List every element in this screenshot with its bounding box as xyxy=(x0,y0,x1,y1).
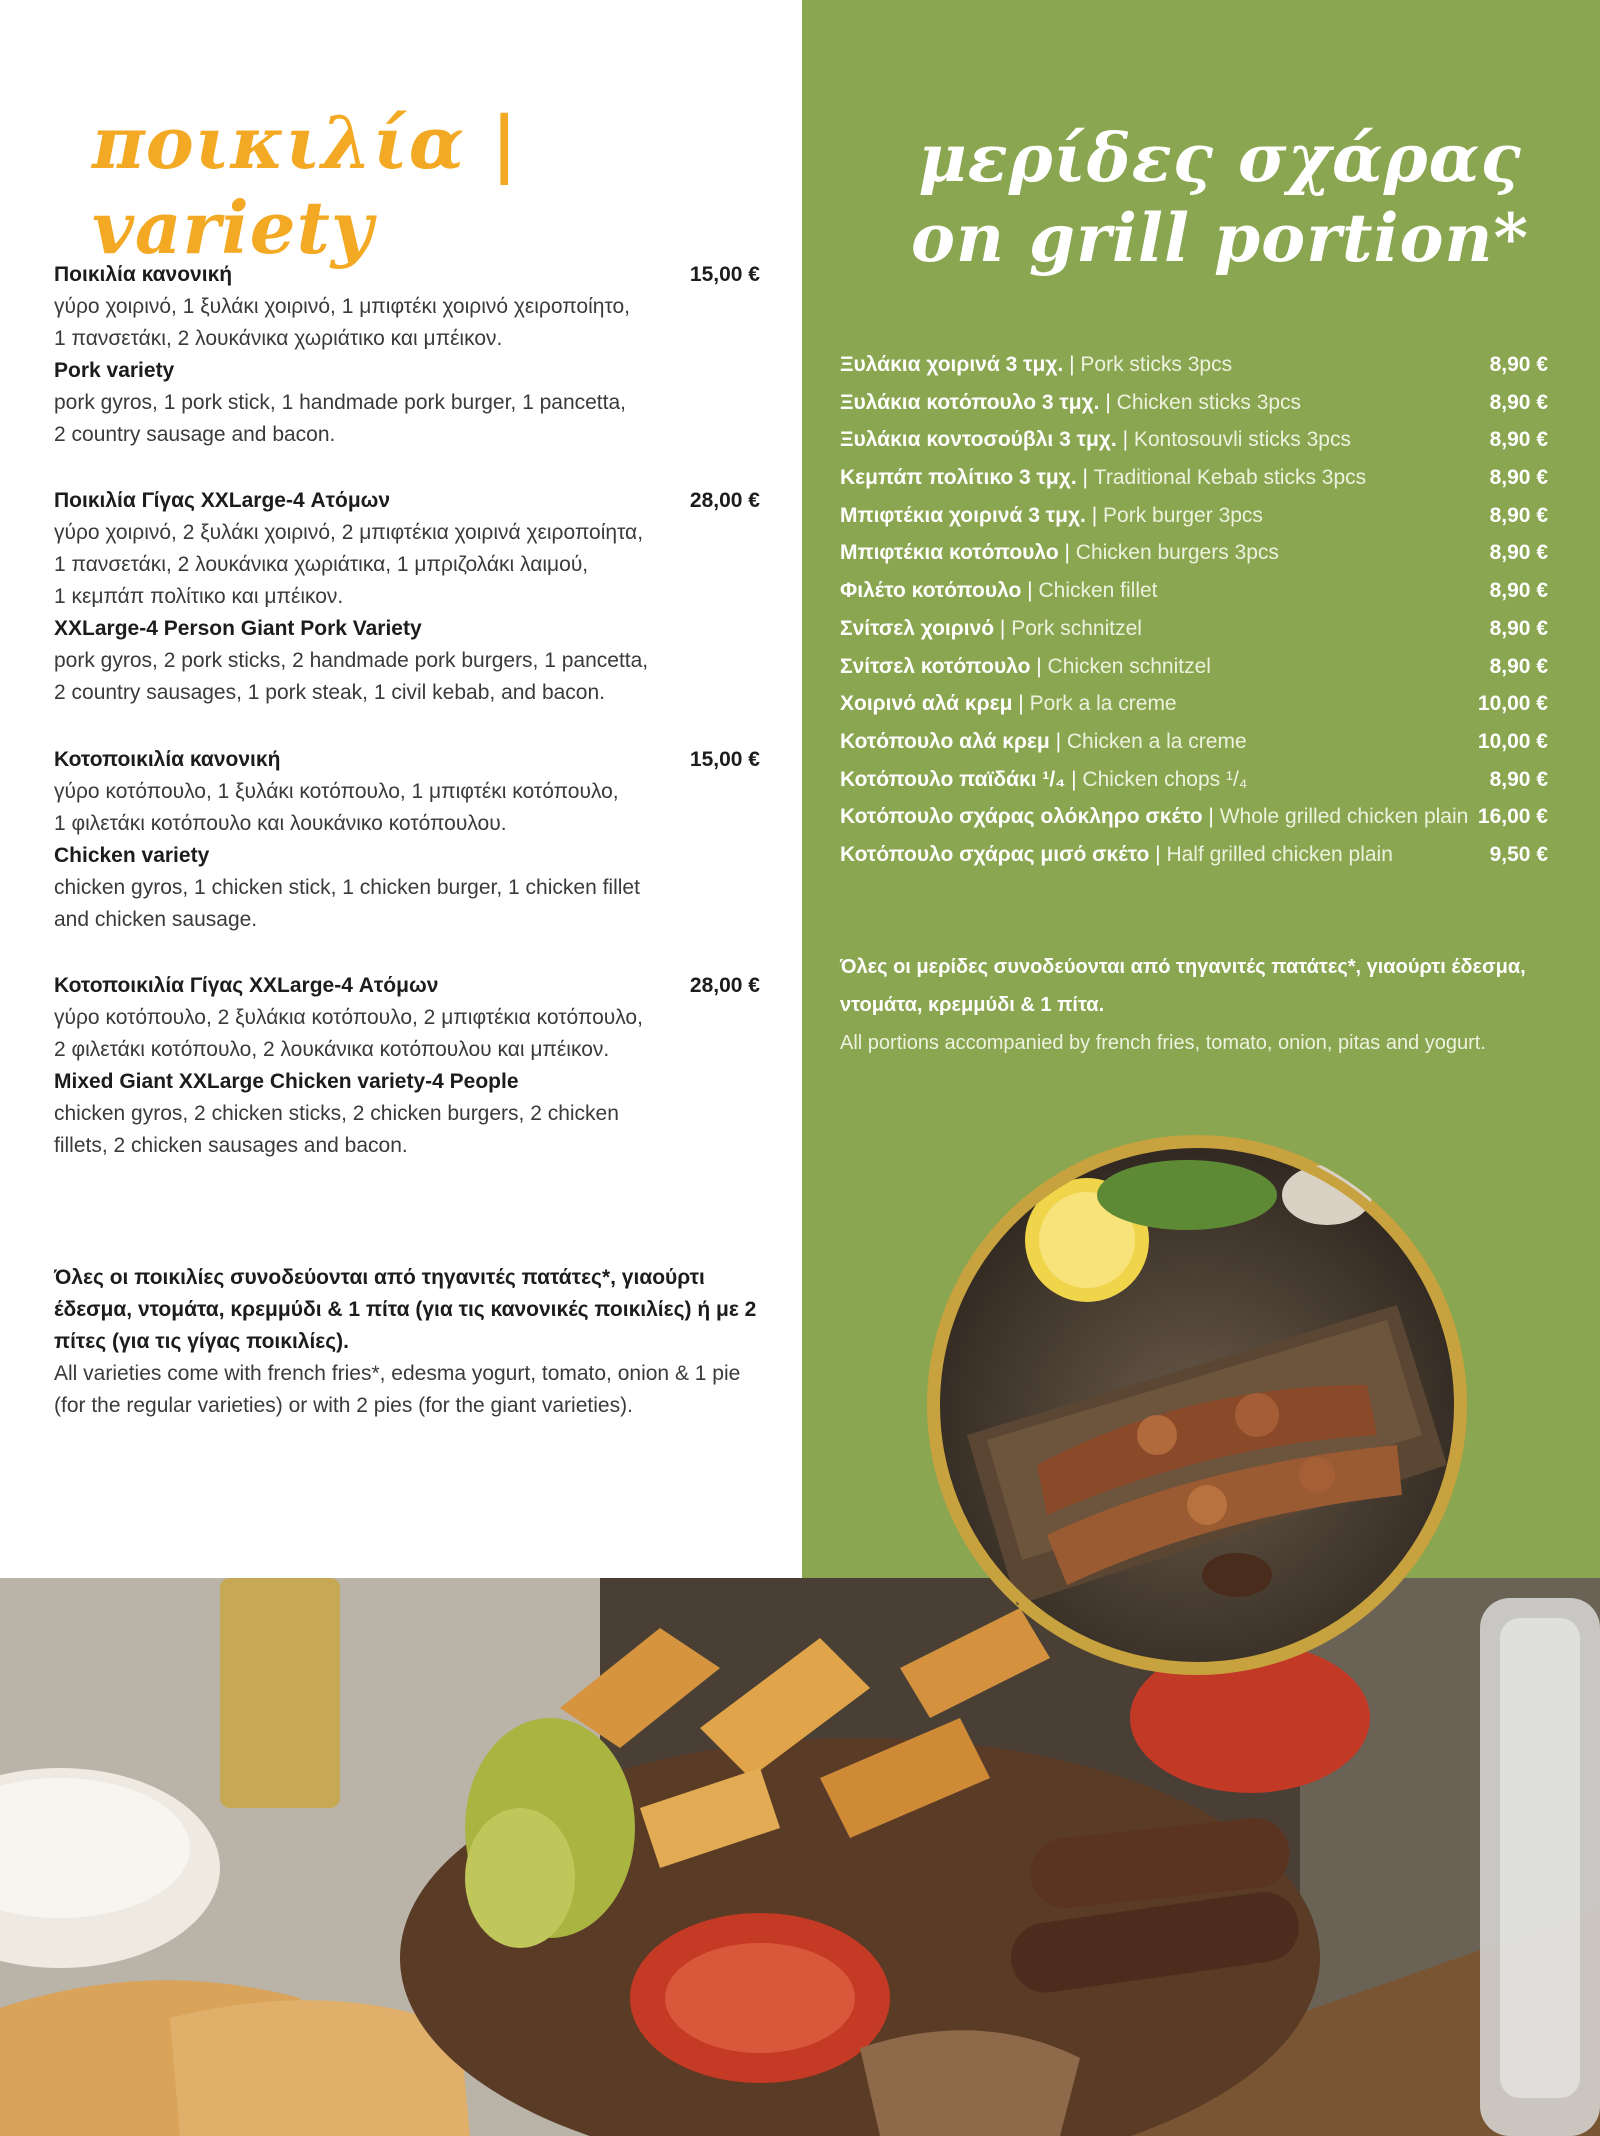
variety-item-title-en: XXLarge-4 Person Giant Pork Variety xyxy=(54,617,422,640)
grill-item xyxy=(840,610,1548,648)
grill-item xyxy=(840,459,1548,497)
grill-item-price: 8,90 € xyxy=(1489,616,1548,640)
grill-item-separator: | xyxy=(1012,692,1030,716)
grill-item-price: 10,00 € xyxy=(1477,729,1548,753)
grill-item-name-gr: Ξυλάκια χοιρινά 3 τμχ. xyxy=(840,353,1064,376)
grill-item-label xyxy=(840,798,1468,836)
variety-item-price: 15,00 € xyxy=(689,263,760,286)
variety-item-desc-gr: 1 πανσετάκι, 2 λουκάνικα χωριάτικα, 1 μπριζολάκι λαιμού, xyxy=(54,553,589,576)
grill-title-gr: μερίδες σχάρας xyxy=(918,119,1522,197)
grill-item-price: 8,90 € xyxy=(1489,390,1548,414)
grill-item-label xyxy=(840,572,1158,610)
grill-item-label xyxy=(840,723,1247,761)
grill-item xyxy=(840,497,1548,535)
grill-item-name-en: Chicken sticks 3pcs xyxy=(1116,390,1302,414)
variety-item-desc-en: chicken gyros, 1 chicken stick, 1 chicken burger, 1 chicken fillet xyxy=(54,876,640,899)
variety-note-gr: Όλες οι ποικιλίες συνοδεύονται από τηγανιτές πατάτες*, γιαούρτι xyxy=(54,1266,705,1289)
variety-item-title-en: Pork variety xyxy=(54,359,175,382)
variety-note xyxy=(54,1262,768,1422)
grill-item-price: 8,90 € xyxy=(1489,428,1548,452)
variety-item-desc-en: and chicken sausage. xyxy=(54,908,258,931)
variety-item-desc-gr: 1 φιλετάκι κοτόπουλο και λουκάνικο κοτόπουλου. xyxy=(54,812,507,835)
grill-item-price: 8,90 € xyxy=(1489,654,1548,678)
grill-item-name-gr: Σνίτσελ χοιρινό xyxy=(840,616,995,640)
grill-item-separator: | xyxy=(1065,767,1083,791)
grill-item-label xyxy=(840,346,1232,384)
grill-item-name-en: Half grilled chicken plain xyxy=(1166,842,1393,866)
grill-item-label xyxy=(840,384,1301,422)
variety-item-desc-en: 2 country sausages, 1 pork steak, 1 civil kebab, and bacon. xyxy=(54,681,605,704)
variety-item-desc-gr: γύρο χοιρινό, 1 ξυλάκι χοιρινό, 1 μπιφτέκι χοιρινό χειροποίητο, xyxy=(54,295,630,318)
grill-item-label xyxy=(840,534,1279,572)
grill-item-separator: | xyxy=(1058,541,1076,565)
grill-item-name-gr: Ξυλάκια κοντοσούβλι 3 τμχ. xyxy=(840,428,1117,452)
grill-item-label xyxy=(840,610,1142,648)
grill-item-label xyxy=(840,648,1211,686)
grill-item xyxy=(840,534,1548,572)
variety-item-title-en: Chicken variety xyxy=(54,844,210,867)
variety-item-price: 28,00 € xyxy=(689,489,760,512)
grill-item-separator: | xyxy=(1149,842,1167,866)
grill-item-separator: | xyxy=(1116,428,1134,452)
grill-item xyxy=(840,685,1548,723)
variety-note-en: All varieties come with french fries*, edesma yogurt, tomato, onion & 1 pie xyxy=(54,1362,741,1385)
variety-note-gr: έδεσμα, ντομάτα, κρεμμύδι & 1 πίτα (για τις κανονικές ποικιλίες) ή με 2 xyxy=(54,1298,757,1321)
grill-item-separator: | xyxy=(1049,729,1067,753)
grill-item-name-gr: Κοτόπουλο σχάρας μισό σκέτο xyxy=(840,842,1150,866)
grill-item-label xyxy=(840,459,1366,497)
grill-item-separator: | xyxy=(1076,466,1094,490)
grill-item-price: 8,90 € xyxy=(1489,466,1548,490)
grill-item xyxy=(840,798,1548,836)
variety-item xyxy=(54,744,760,936)
grill-item-price: 8,90 € xyxy=(1489,767,1548,791)
variety-item-title-en: Mixed Giant XXLarge Chicken variety-4 People xyxy=(54,1070,519,1093)
grill-note xyxy=(840,948,1560,1062)
grill-item-name-gr: Φιλέτο κοτόπουλο xyxy=(840,579,1022,603)
grill-item-name-en: Chicken fillet xyxy=(1038,579,1158,603)
skewers-photo xyxy=(927,1135,1467,1675)
grill-item-separator: | xyxy=(1085,503,1104,527)
grill-item-name-gr: Μπιφτέκια κοτόπουλο xyxy=(840,541,1059,565)
variety-item-desc-en: chicken gyros, 2 chicken sticks, 2 chicken burgers, 2 chicken xyxy=(54,1102,619,1125)
variety-item-desc-en: 2 country sausage and bacon. xyxy=(54,423,336,446)
grill-item-price: 16,00 € xyxy=(1477,805,1548,829)
grill-item-separator: | xyxy=(994,616,1012,640)
grill-item-name-en: Pork schnitzel xyxy=(1011,616,1142,640)
grill-item-name-en: Pork sticks 3pcs xyxy=(1080,353,1233,376)
grill-item xyxy=(840,723,1548,761)
grill-item-price: 8,90 € xyxy=(1489,579,1548,603)
variety-note-gr: πίτες (για τις γίγας ποικιλίες). xyxy=(54,1330,350,1353)
variety-item-desc-en: fillets, 2 chicken sausages and bacon. xyxy=(54,1134,408,1157)
grill-item xyxy=(840,836,1548,874)
variety-item xyxy=(54,970,760,1162)
variety-item-price: 28,00 € xyxy=(689,974,760,997)
grill-item-separator: | xyxy=(1063,353,1081,376)
grill-item-label xyxy=(840,497,1263,535)
grill-item-name-en: Chicken chops ¹/₄ xyxy=(1082,767,1248,791)
grill-item-name-en: Chicken schnitzel xyxy=(1047,654,1211,678)
grill-item xyxy=(840,421,1548,459)
variety-note-en: (for the regular varieties) or with 2 pies (for the giant varieties). xyxy=(54,1394,633,1417)
variety-item-desc-gr: γύρο κοτόπουλο, 2 ξυλάκια κοτόπουλο, 2 μπιφτέκια κοτόπουλο, xyxy=(54,1006,643,1029)
grill-item-name-gr: Ξυλάκια κοτόπουλο 3 τμχ. xyxy=(840,390,1100,414)
variety-item-desc-en: pork gyros, 2 pork sticks, 2 handmade pork burgers, 1 pancetta, xyxy=(54,649,649,672)
grill-title-en: on grill portion* xyxy=(910,199,1530,277)
grill-item-name-en: Whole grilled chicken plain xyxy=(1219,805,1469,829)
grill-item-label xyxy=(840,685,1177,723)
grill-item-label xyxy=(840,421,1351,459)
variety-item-desc-gr: γύρο χοιρινό, 2 ξυλάκι χοιρινό, 2 μπιφτέκια χοιρινά χειροποίητα, xyxy=(54,521,644,544)
variety-item-title-gr: Κοτοποικιλία κανονική xyxy=(54,748,281,771)
grill-item-price: 9,50 € xyxy=(1489,842,1548,866)
grill-item-name-gr: Κοτόπουλο αλά κρεμ xyxy=(840,729,1050,753)
grill-note-en: All portions accompanied by french fries, tomato, onion, pitas and yogurt. xyxy=(840,1032,1486,1054)
grill-note-gr: Όλες οι μερίδες συνοδεύονται από τηγανιτές πατάτες*, γιαούρτι έδεσμα, xyxy=(840,956,1526,978)
grill-item-name-en: Pork burger 3pcs xyxy=(1103,503,1263,527)
grill-item-name-gr: Μπιφτέκια χοιρινά 3 τμχ. xyxy=(840,503,1086,527)
grill-list xyxy=(840,346,1548,874)
variety-item-title-gr: Ποικιλία Γίγας XXLarge-4 Ατόμων xyxy=(54,489,391,512)
grill-item xyxy=(840,384,1548,422)
grill-item-price: 8,90 € xyxy=(1489,353,1548,376)
grill-item-name-gr: Κοτόπουλο παϊδάκι ¹/₄ xyxy=(840,767,1066,791)
grill-item xyxy=(840,648,1548,686)
grill-note-gr: ντομάτα, κρεμμύδι & 1 πίτα. xyxy=(840,994,1105,1016)
variety-item-price: 15,00 € xyxy=(689,748,760,771)
grill-item-name-en: Pork a la creme xyxy=(1029,692,1177,716)
grill-item-separator: | xyxy=(1030,654,1048,678)
grill-title xyxy=(870,118,1570,278)
grill-item-name-en: Chicken a la creme xyxy=(1066,729,1247,753)
variety-item-desc-gr: 2 φιλετάκι κοτόπουλο, 2 λουκάνικα κοτόπουλου και μπέικον. xyxy=(54,1038,610,1061)
grill-item-label xyxy=(840,836,1393,874)
variety-item-desc-gr: 1 κεμπάπ πολίτικο και μπέικον. xyxy=(54,585,344,608)
variety-item-desc-en: pork gyros, 1 pork stick, 1 handmade pork burger, 1 pancetta, xyxy=(54,391,626,414)
grill-item-separator: | xyxy=(1202,805,1220,829)
grill-item-name-gr: Χοιρινό αλά κρεμ xyxy=(840,692,1013,716)
platter-photo xyxy=(0,1578,1600,2136)
variety-item-title-gr: Ποικιλία κανονική xyxy=(54,263,233,286)
grill-item-price: 8,90 € xyxy=(1489,541,1548,565)
grill-item-price: 8,90 € xyxy=(1489,503,1548,527)
variety-title: ποικιλία | variety xyxy=(92,100,519,270)
grill-item-name-en: Chicken burgers 3pcs xyxy=(1075,541,1279,565)
variety-item xyxy=(54,485,760,709)
grill-item-name-gr: Κοτόπουλο σχάρας ολόκληρο σκέτο xyxy=(840,805,1203,829)
variety-item-title-gr: Κοτοποικιλία Γίγας XXLarge-4 Ατόμων xyxy=(54,974,439,997)
grill-item xyxy=(840,572,1548,610)
variety-item-desc-gr: γύρο κοτόπουλο, 1 ξυλάκι κοτόπουλο, 1 μπιφτέκι κοτόπουλο, xyxy=(54,780,619,803)
grill-item-name-en: Traditional Kebab sticks 3pcs xyxy=(1093,466,1367,490)
grill-item-name-gr: Σνίτσελ κοτόπουλο xyxy=(840,654,1031,678)
variety-item-desc-gr: 1 πανσετάκι, 2 λουκάνικα χωριάτικο και μπέικον. xyxy=(54,327,503,350)
grill-item-name-gr: Κεμπάπ πολίτικο 3 τμχ. xyxy=(840,466,1077,490)
grill-item-separator: | xyxy=(1099,390,1117,414)
grill-item-price: 10,00 € xyxy=(1477,692,1548,716)
grill-item xyxy=(840,761,1548,799)
variety-item xyxy=(54,259,760,451)
grill-item-name-en: Kontosouvli sticks 3pcs xyxy=(1133,428,1351,452)
grill-item xyxy=(840,346,1548,384)
grill-item-label xyxy=(840,761,1247,799)
grill-item-separator: | xyxy=(1021,579,1039,603)
